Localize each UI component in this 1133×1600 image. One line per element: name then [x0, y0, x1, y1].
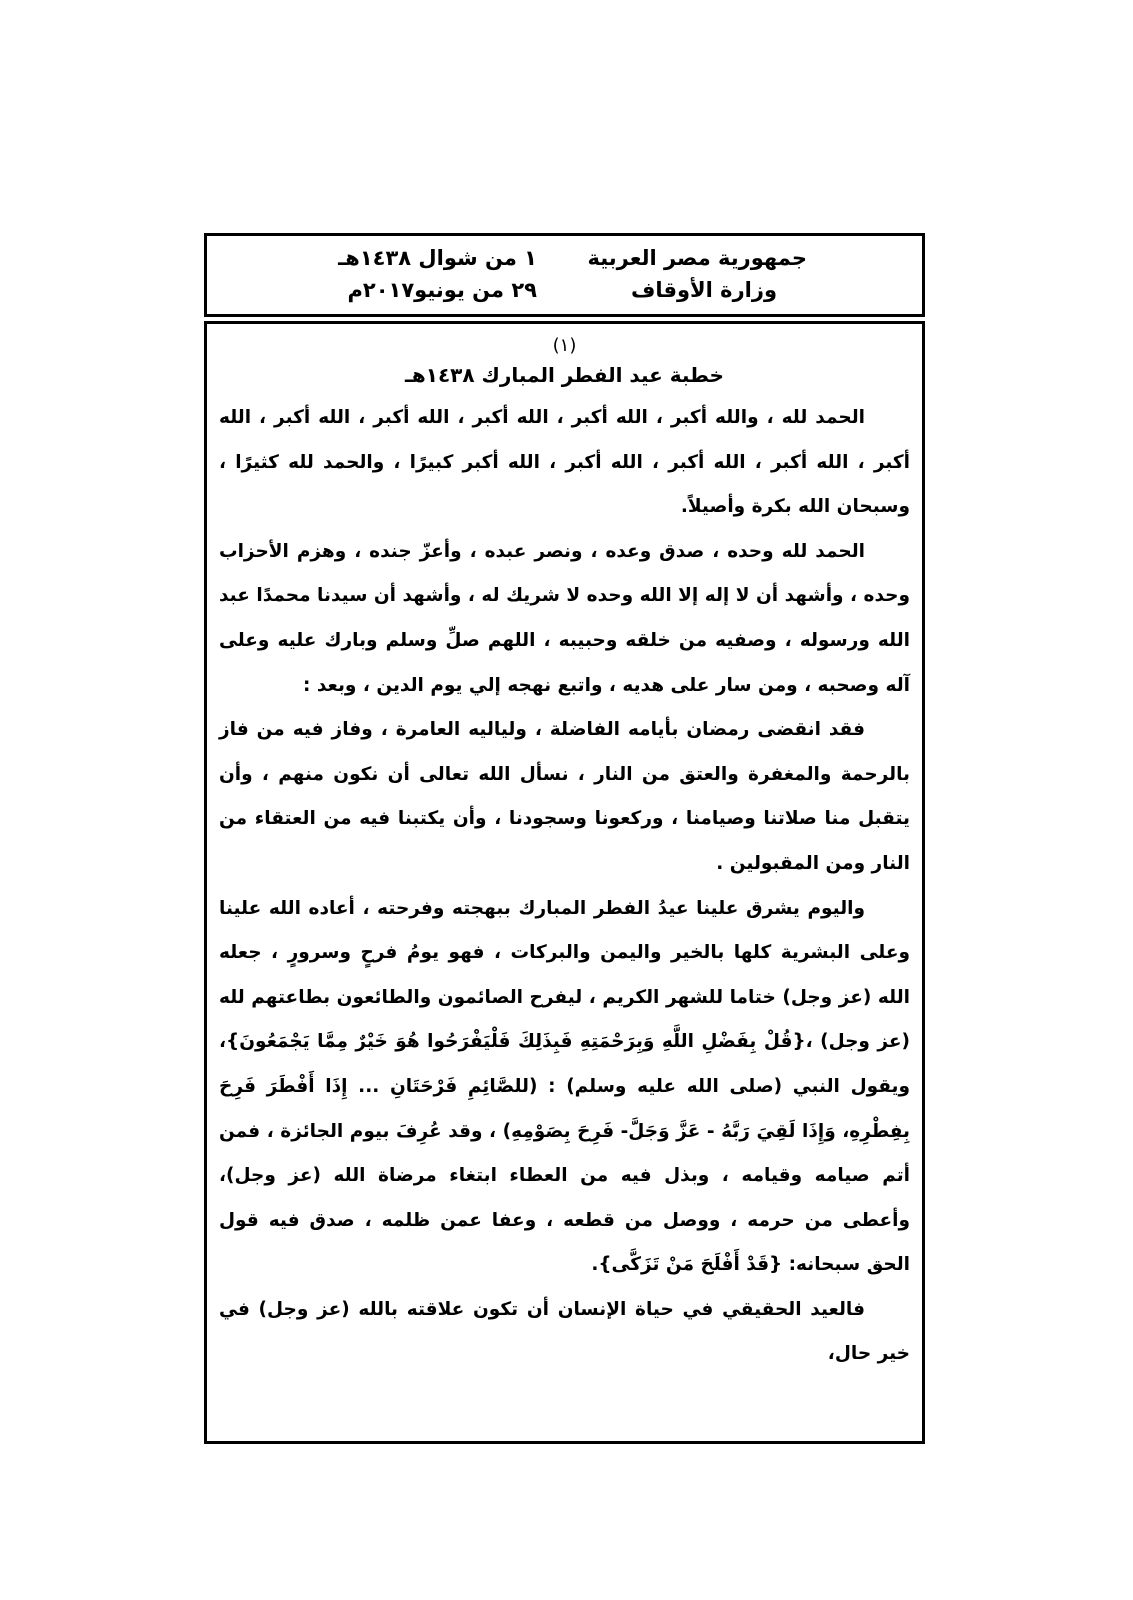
paragraph-hamd-text: الحمد لله وحده ، صدق وعده ، ونصر عبده ، وأعزّ جنده ، وهزم الأحزاب وحده ، وأشهد أن لا إله إلا الله وحده لا شريك له ، وأشهد أن سيدنا محمدًا عبد الله ورسوله ، وصفيه من خلقه وحبيبه ، اللهم صلِّ وسلم وبارك عليه وعلى آله وصحبه ، ومن سار على هديه ، واتبع نهجه إلي يوم الدين ، [219, 540, 910, 696]
header-date-block [338, 242, 537, 306]
country-name: جمهورية مصر العربية [587, 246, 807, 270]
header-ministry-block [587, 242, 807, 306]
paragraph-hamd [219, 530, 910, 708]
paragraph-eid: واليوم يشرق علينا عيدُ الفطر المبارك ببهجته وفرحته ، أعاده الله علينا وعلى البشرية كلها بالخير واليمن والبركات ، فهو يومُ فرحٍ وسرورٍ ، جعله الله (عز وجل) ختاما للشهر الكريم ، ليفرح الصائمون والطائعون بطاعتهم لله (عز وجل) ،{قُلْ بِفَضْلِ اللَّهِ وَبِرَحْمَتِهِ فَبِذَلِكَ فَلْيَفْرَحُوا هُوَ خَيْرٌ مِمَّا يَجْمَعُونَ}، ويقول النبي (صلى الله عليه وسلم) : (للصَّائِمِ فَرْحَتَانِ ... إِذَا أَفْطَرَ فَرِحَ بِفِطْرِهِ، وَإِذَا لَقِيَ رَبَّهُ - عَزَّ وَجَلَّ- فَرِحَ بِصَوْمِهِ) ، وقد عُرِفَ بيوم الجائزة ، فمن أتم صيامه وقيامه ، وبذل فيه من العطاء ابتغاء مرضاة الله (عز وجل)، وأعطى من حرمه ، ووصل من قطعه ، وعفا عمن ظلمه ، صدق فيه قول الحق سبحانه: {قَدْ أَفْلَحَ مَنْ تَزَكَّى}. [219, 897, 910, 1276]
ministry-name: وزارة الأوقاف [630, 278, 777, 302]
hijri-date: ١ من شوال ١٤٣٨هـ [338, 246, 537, 270]
page-number: (١) [552, 335, 577, 356]
paragraph-ramadan: فقد انقضى رمضان بأيامه الفاضلة ، ولياليه العامرة ، وفاز فيه من فاز بالرحمة والمغفرة والعتق من النار ، نسأل الله تعالى أن نكون منهم ، وأن يتقبل منا صلاتنا وصيامنا ، وركعونا وسجودنا ، وأن يكتبنا فيه من العتقاء من النار ومن المقبولين . [219, 719, 910, 874]
paragraph-real-eid: فالعيد الحقيقي في حياة الإنسان أن تكون علاقته بالله (عز وجل) في خير حال، [219, 1298, 910, 1365]
gregorian-date: ٢٩ من يونيو٢٠١٧م [347, 278, 537, 302]
header-box [204, 233, 925, 317]
sermon-content [219, 334, 910, 1377]
ba3d-word: وبعد : [302, 674, 357, 696]
paragraph-takbir: الحمد لله ، والله أكبر ، الله أكبر ، الله أكبر ، الله أكبر ، الله أكبر ، الله أكبر ، الله أكبر ، الله أكبر ، الله أكبر ، الله أكبر كبيرًا ، والحمد لله كثيرًا ، وسبحان الله بكرة وأصيلاً. [219, 407, 910, 518]
sermon-title: خطبة عيد الفطر المبارك ١٤٣٨هـ [405, 363, 724, 387]
sermon-body-box [204, 321, 925, 1444]
